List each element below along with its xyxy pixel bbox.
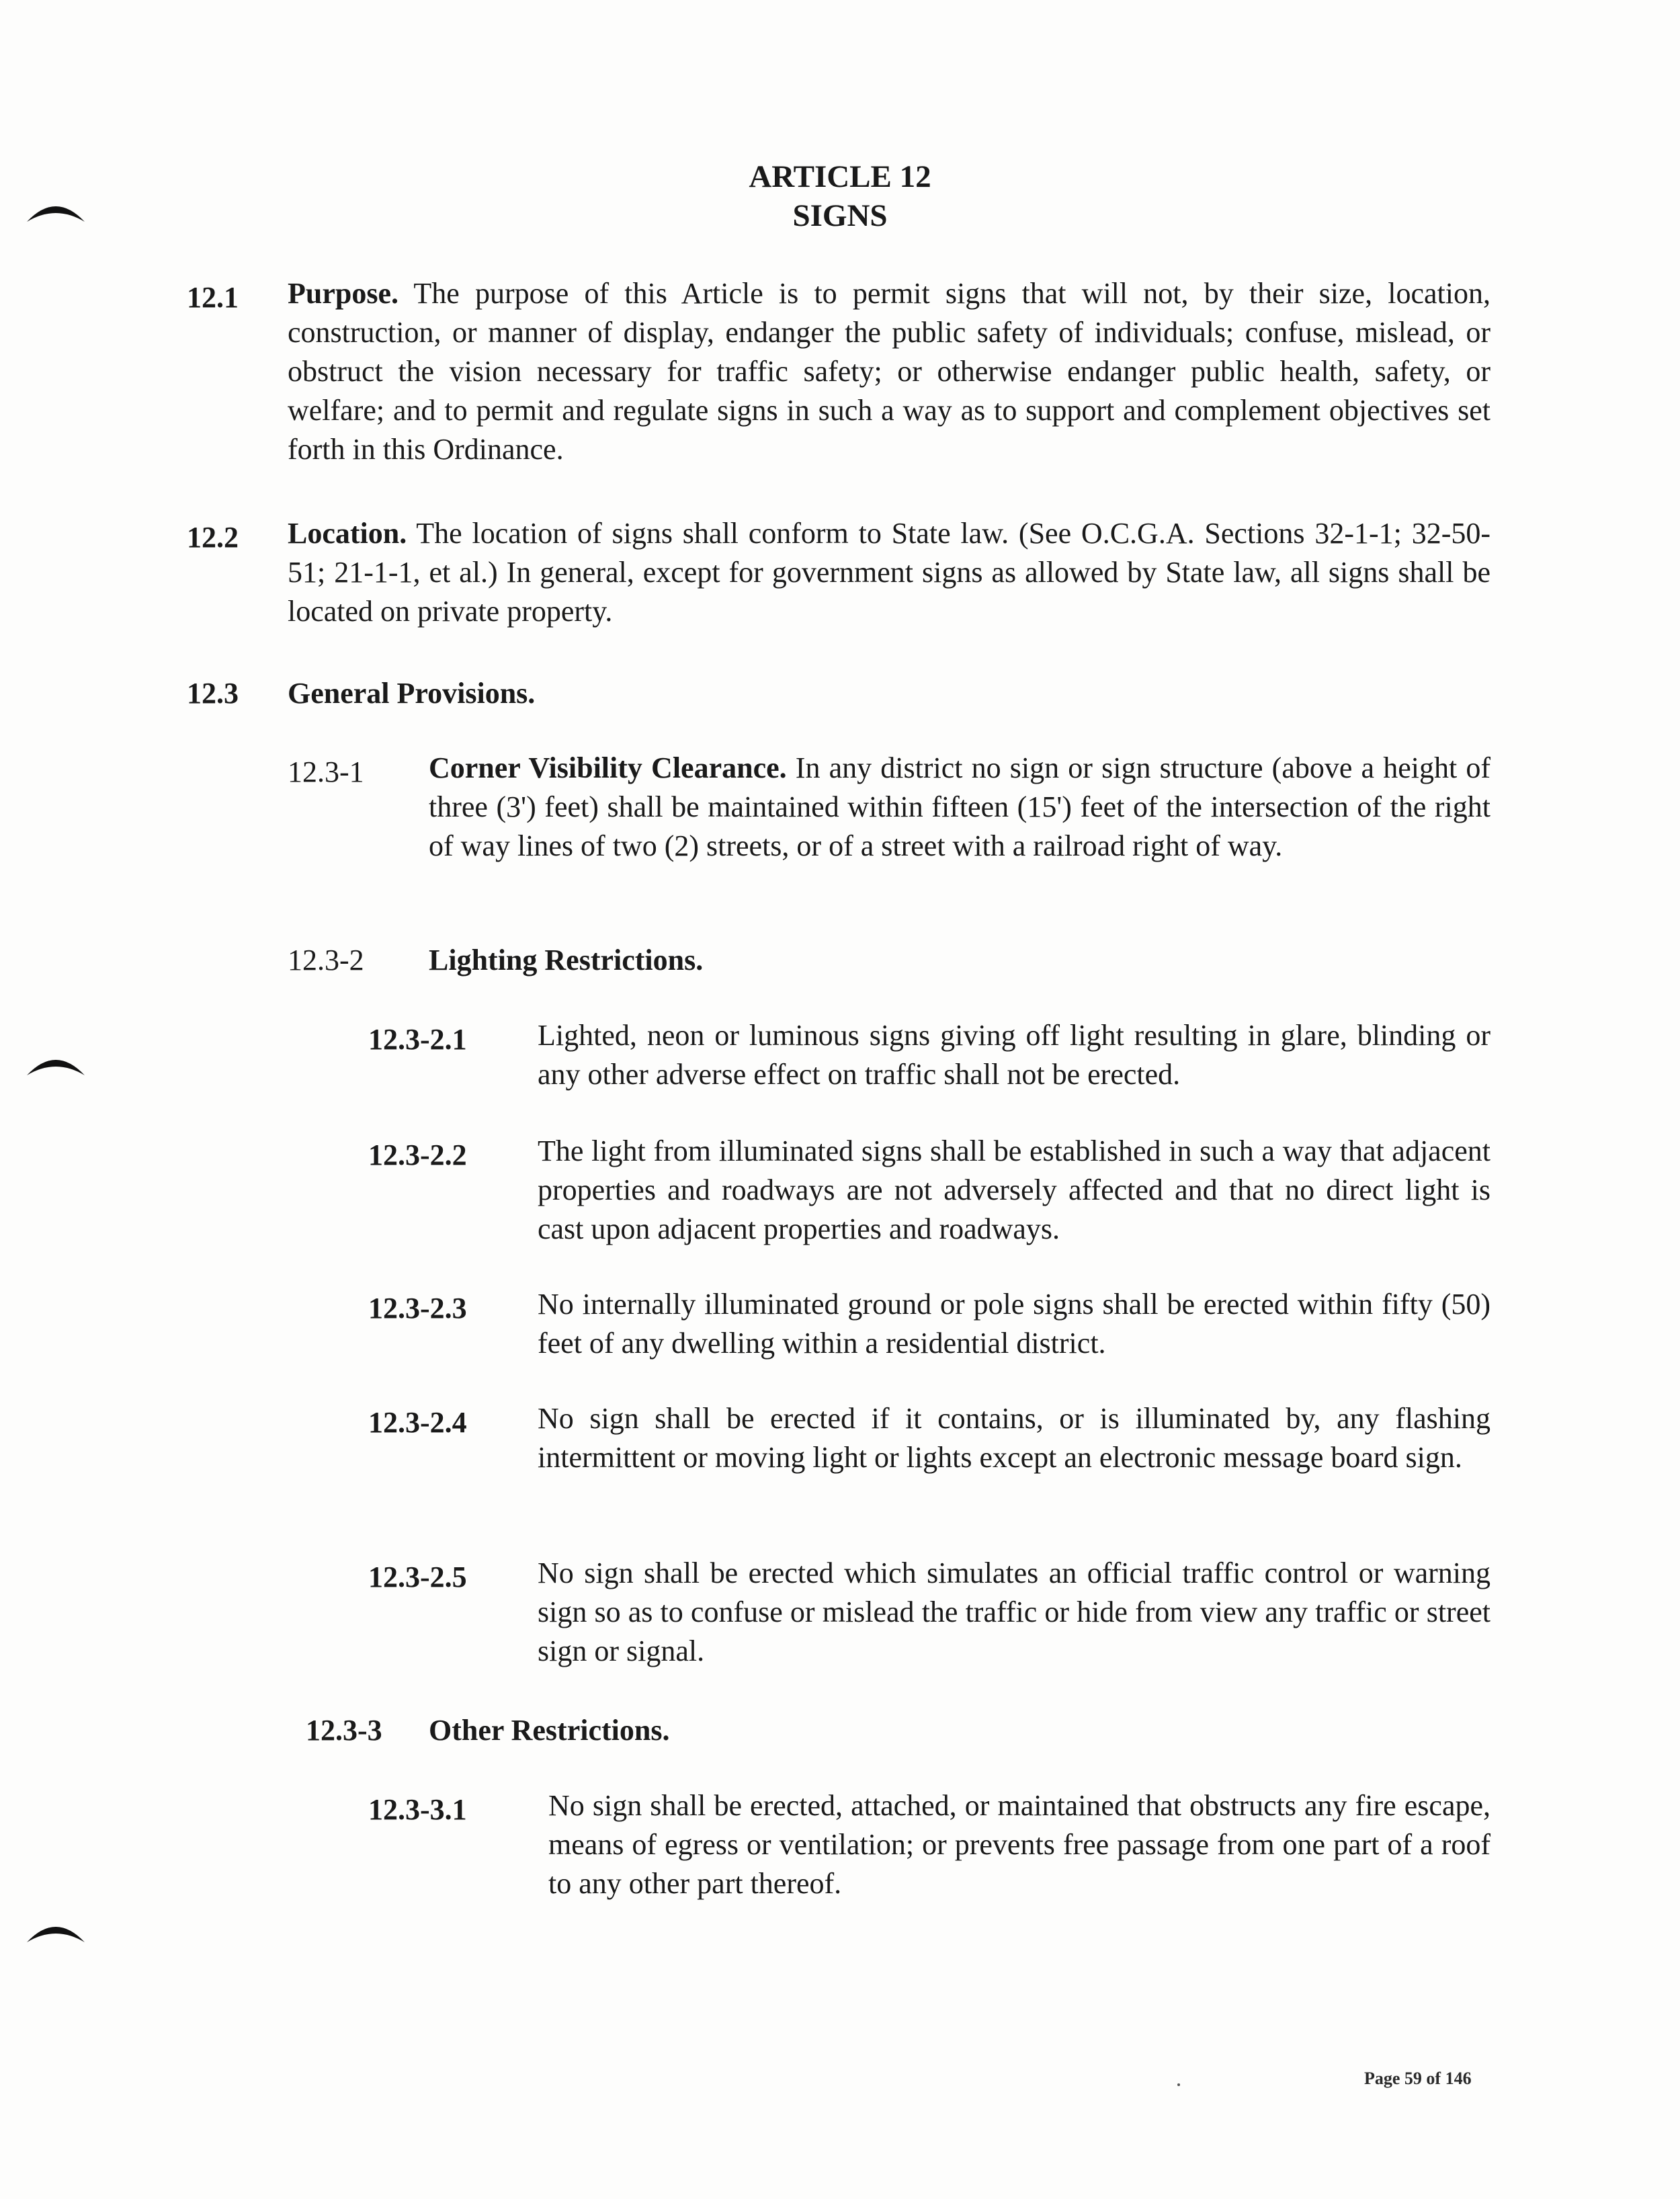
subsection-number: 12.3-3 [306, 1714, 382, 1747]
item-body: No sign shall be erected, attached, or maintained that obstructs any fire escape, means of egress or ventilation; or prevents free passage from one part of a roof to any other part thereof. [548, 1789, 1490, 1900]
binder-hole-icon [26, 1050, 86, 1079]
stray-mark [1177, 2083, 1180, 2086]
page-number: Page 59 of 146 [1364, 2069, 1472, 2088]
subsection-heading: Other Restrictions. [429, 1714, 670, 1747]
section-number: 12.1 [187, 281, 239, 314]
item-number: 12.3-2.2 [368, 1138, 467, 1171]
item-body: No sign shall be erected if it contains, or is illuminated by, any flashing intermittent or moving light or lights except an electronic message board sign. [538, 1402, 1490, 1474]
item-number: 12.3-3.1 [368, 1793, 467, 1826]
item-number: 12.3-2.5 [368, 1561, 467, 1593]
item-body: No internally illuminated ground or pole signs shall be erected within fifty (50) feet of any dwelling within a residential district. [538, 1288, 1490, 1360]
section-number: 12.2 [187, 521, 239, 554]
section-body: The purpose of this Article is to permit signs that will not, by their size, location, construction, or manner of display, endanger the public safety of individuals; confuse, mislead, or obstruct the vision necessary for traffic safety; or otherwise endanger public health, safety, or welfare; and to permit and regulate signs in such a way as to support and complement objectives set forth in this Ordinance. [288, 277, 1490, 466]
article-subtitle: SIGNS [792, 198, 888, 233]
subsection-heading: Lighting Restrictions. [429, 944, 704, 977]
subsection-title: Corner Visibility Clearance. [429, 751, 787, 784]
subsection-body: In any district no sign or sign structure (above a height of three (3') feet) shall be maintained within fifteen (15') feet of the intersection of the right of way lines of two (2) streets, or of a street with a railroad right of way. [429, 751, 1491, 862]
binder-hole-icon [26, 1917, 86, 1946]
subsection-corner-visibility [429, 749, 1490, 866]
section-title: Purpose. [288, 277, 398, 310]
item-body: The light from illuminated signs shall be established in such a way that adjacent properties and roadways are not adversely affected and that no direct light is cast upon adjacent properties and roadways. [538, 1134, 1490, 1245]
item-number: 12.3-2.1 [368, 1023, 467, 1056]
section-purpose [288, 274, 1490, 469]
subsection-number: 12.3-1 [288, 755, 364, 788]
section-location [288, 514, 1490, 631]
article-title: ARTICLE 12 [749, 159, 931, 194]
subsection-number: 12.3-2 [288, 944, 364, 977]
item-number: 12.3-2.3 [368, 1292, 467, 1325]
item-body: Lighted, neon or luminous signs giving off light resulting in glare, blinding or any other adverse effect on traffic shall not be erected. [538, 1019, 1490, 1091]
item-body: No sign shall be erected which simulates an official traffic control or warning sign so as to confuse or mislead the traffic or hide from view any traffic or street sign or signal. [538, 1557, 1490, 1667]
section-body: The location of signs shall conform to State law. (See O.C.G.A. Sections 32-1-1; 32-50-51; 21-1-1, et al.) In general, except for government signs as allowed by State law, all signs shall be located on private property. [288, 517, 1490, 628]
item-number: 12.3-2.4 [368, 1406, 467, 1439]
section-number: 12.3 [187, 677, 239, 710]
section-heading: General Provisions. [288, 677, 536, 710]
section-title: Location. [288, 517, 407, 550]
